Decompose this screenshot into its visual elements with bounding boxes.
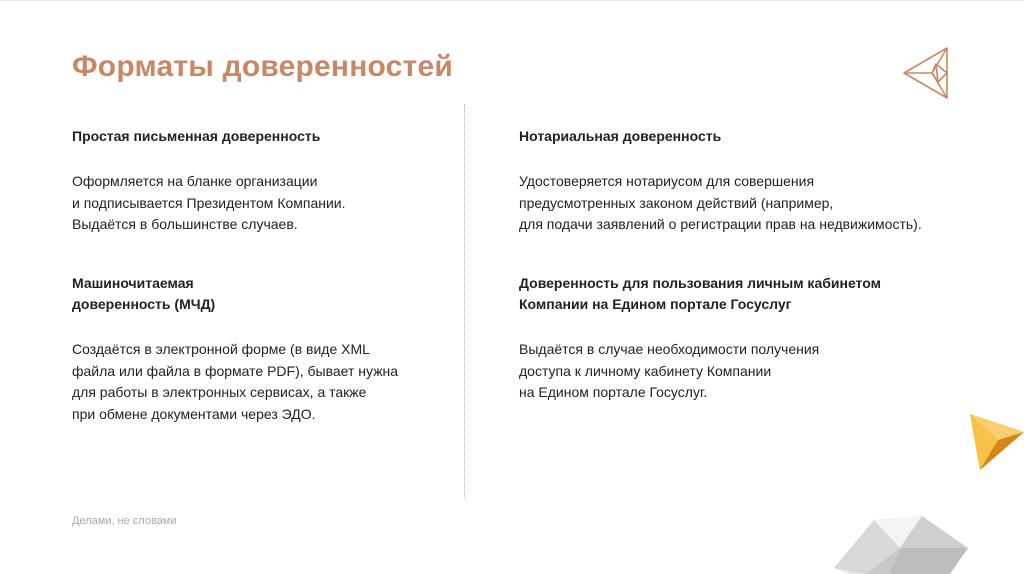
section-mchd <box>72 273 398 425</box>
section-heading: Простая письменная доверенность <box>72 128 321 144</box>
section-heading: Машиночитаемая доверенность (МЧД) <box>72 275 216 312</box>
section-body: Оформляется на бланке организации и подписывается Президентом Компании. Выдаётся в большинстве случаев. <box>72 173 346 232</box>
page-title: Форматы доверенностей <box>72 50 453 83</box>
section-body: Удостоверяется нотариусом для совершения предусмотренных законом действий (например, для подачи заявлений о регистрации прав на недвижимость). <box>519 173 922 232</box>
section-notarial <box>519 126 922 236</box>
triangular-crystal-logo-icon <box>900 44 952 102</box>
top-border <box>0 0 1024 1</box>
section-body: Создаётся в электронной форме (в виде XML файла или файла в формате PDF), бывает нужна для работы в электронных сервисах, а также при обмене документами через ЭДО. <box>72 341 399 422</box>
gray-polyhedron-decor <box>830 508 970 574</box>
section-heading: Доверенность для пользования личным кабинетом Компании на Едином портале Госуслуг <box>519 275 881 312</box>
section-body: Выдаётся в случае необходимости получения доступа к личному кабинету Компании на Едином портале Госуслуг. <box>519 341 820 400</box>
section-heading: Нотариальная доверенность <box>519 128 722 144</box>
section-gosuslugi <box>519 273 881 404</box>
orange-pyramid-decor <box>968 410 1024 472</box>
column-divider <box>464 104 465 498</box>
footer-slogan: Делами, не словами <box>72 515 177 527</box>
section-simple <box>72 126 346 236</box>
